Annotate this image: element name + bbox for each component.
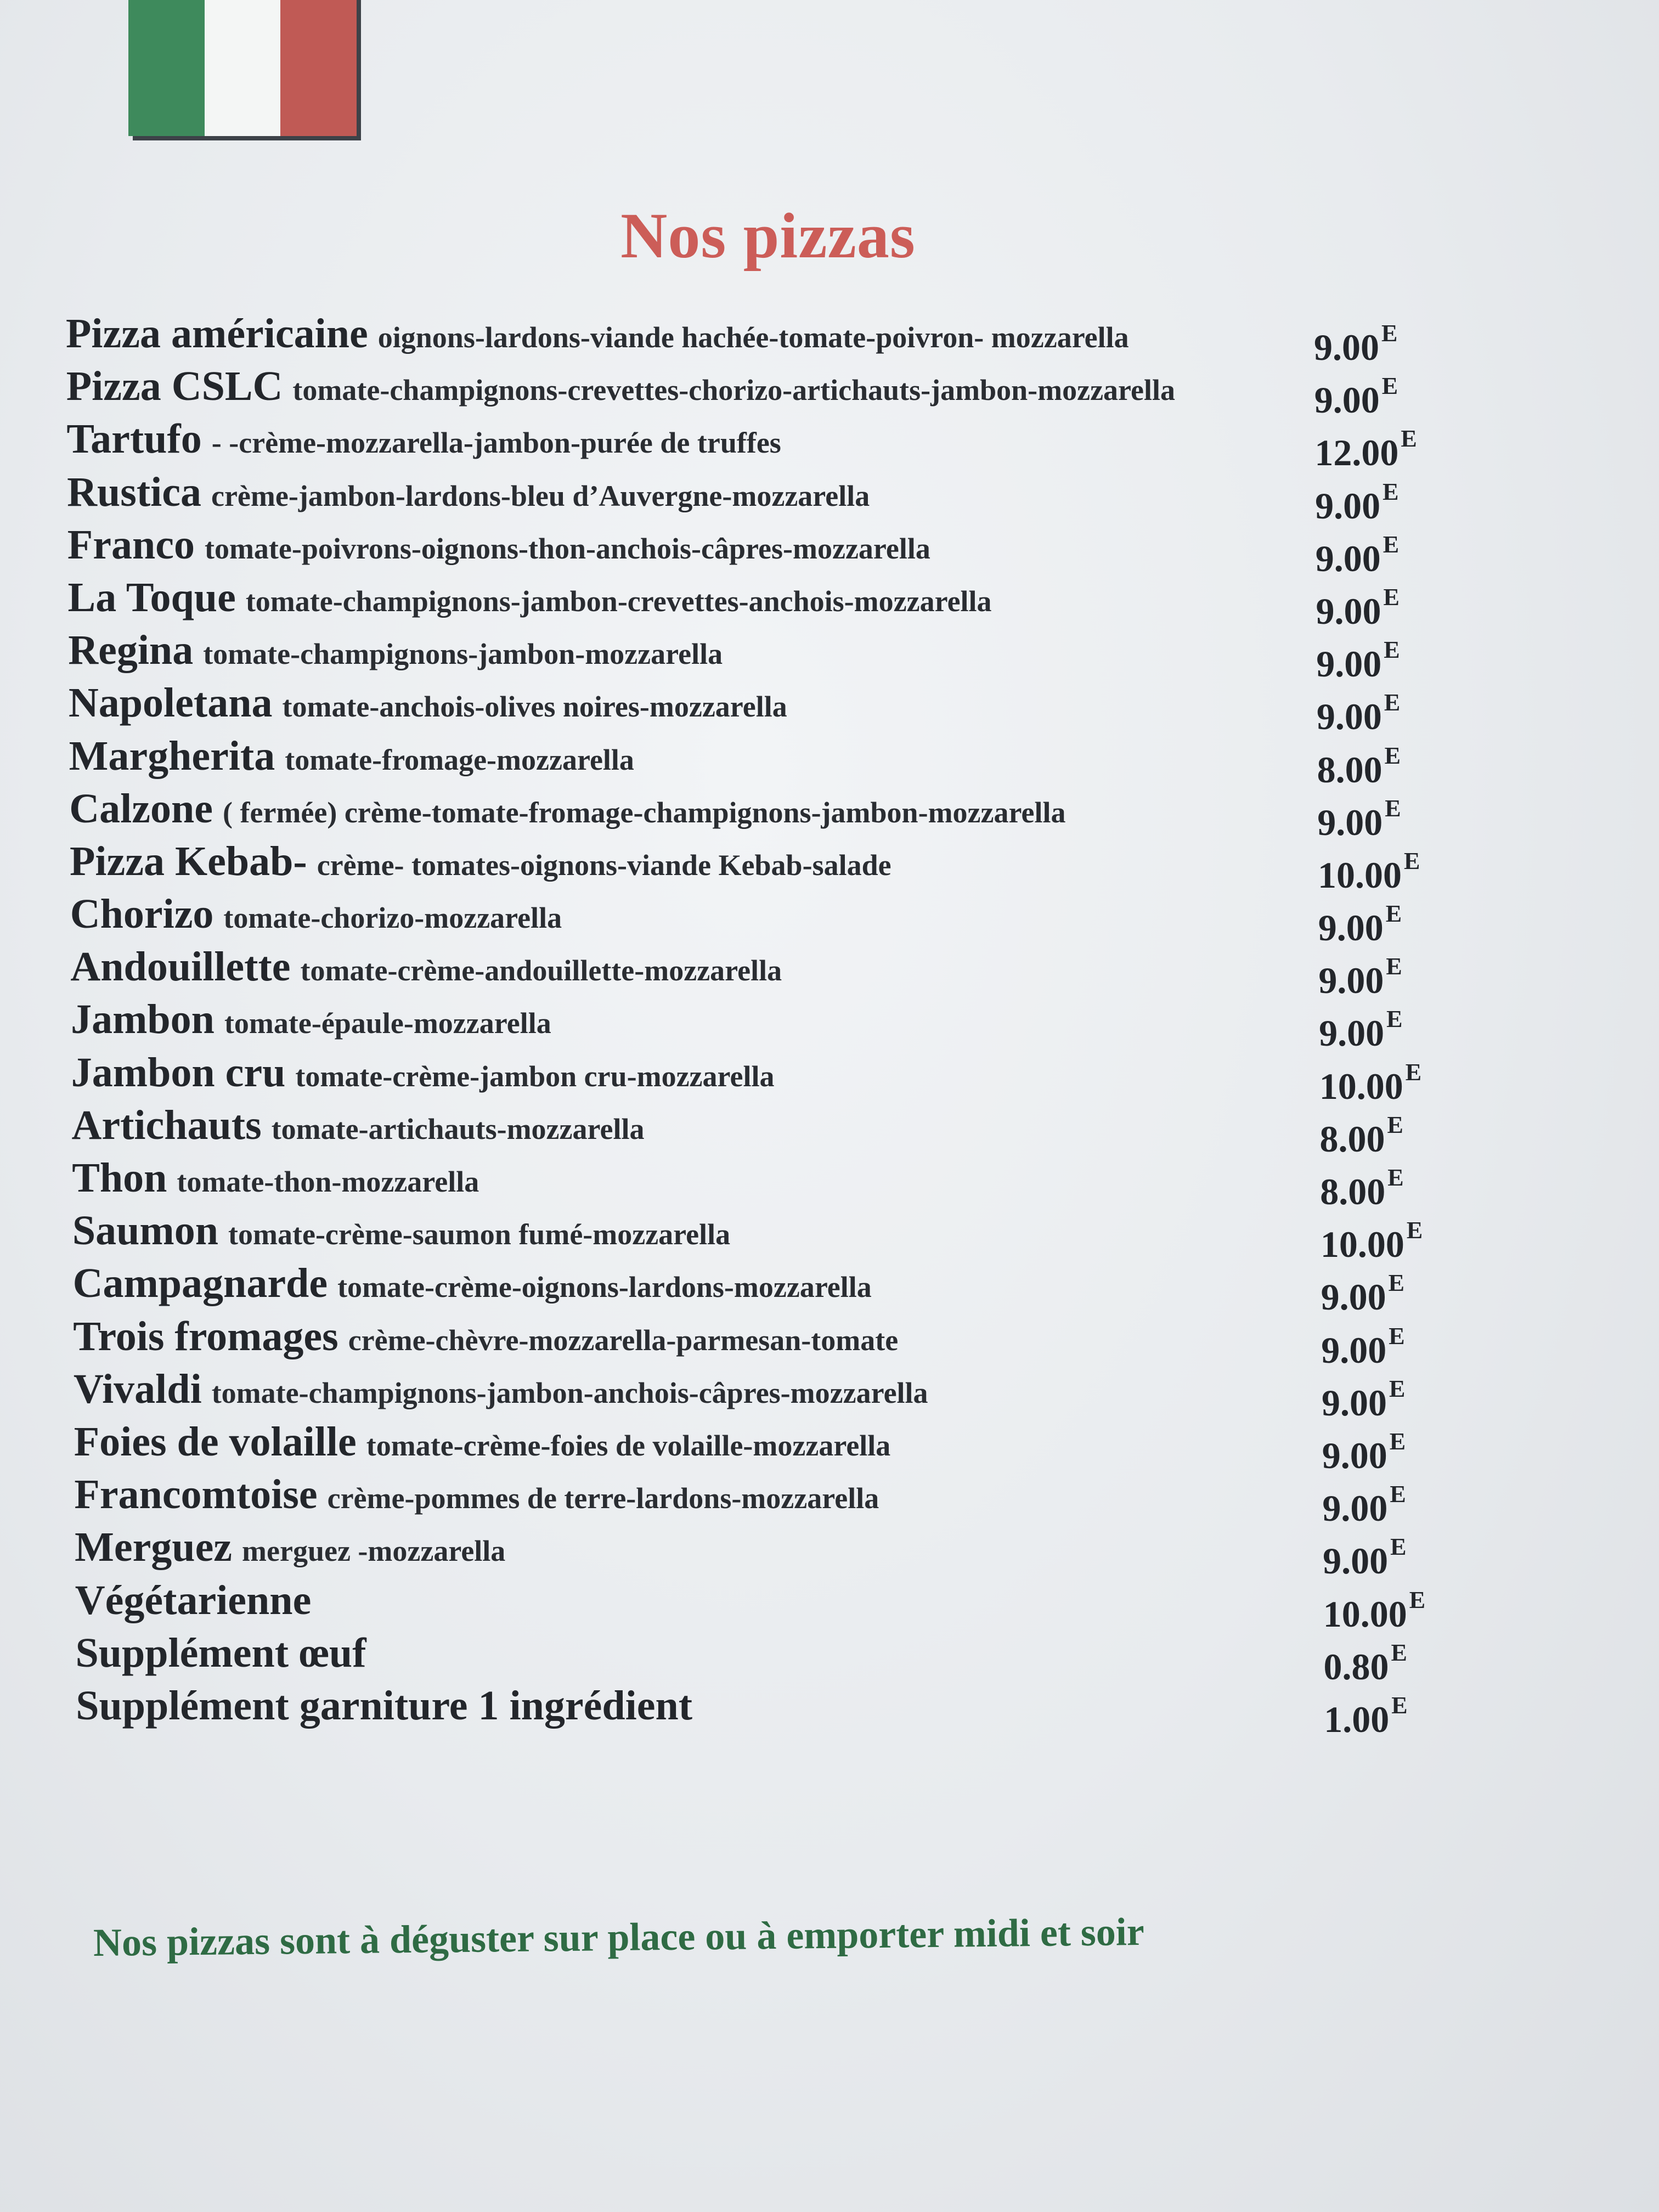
price-currency: E <box>1387 1164 1404 1191</box>
price-currency: E <box>1388 1269 1404 1297</box>
pizza-ingredients: crème-jambon-lardons-bleu d’Auvergne-mozzarella <box>211 479 870 512</box>
price-amount: 9.00 <box>1319 1012 1385 1054</box>
menu-item <box>67 571 1472 632</box>
pizza-ingredients: tomate-crème-foies de volaille-mozzarella <box>366 1429 891 1462</box>
pizza-ingredients: tomate-champignons-jambon-anchois-câpres-mozzarella <box>211 1376 928 1409</box>
pizza-ingredients: tomate-thon-mozzarella <box>177 1165 479 1198</box>
price-currency: E <box>1390 1533 1407 1561</box>
price-currency: E <box>1383 531 1400 558</box>
pizza-ingredients: tomate-crème-saumon fumé-mozzarella <box>228 1218 731 1251</box>
price-currency: E <box>1385 900 1402 928</box>
pizza-name: Andouillette <box>70 944 291 990</box>
price-amount: 9.00 <box>1316 643 1382 685</box>
pizza-name: La Toque <box>67 574 236 620</box>
pizza-ingredients: merguez -mozzarella <box>242 1534 506 1568</box>
menu-item <box>71 1099 1476 1160</box>
price-amount: 9.00 <box>1322 1381 1387 1424</box>
menu-item <box>74 1415 1479 1476</box>
menu-item <box>68 624 1472 685</box>
pizza-name: Tartufo <box>66 416 202 462</box>
pizza-ingredients: crème-chèvre-mozzarella-parmesan-tomate <box>348 1323 899 1357</box>
pizza-ingredients: tomate-chorizo-mozzarella <box>223 901 562 935</box>
price-amount: 1.00 <box>1324 1698 1390 1740</box>
price-currency: E <box>1404 847 1420 874</box>
price-amount: 9.00 <box>1315 484 1381 527</box>
price-amount: 0.80 <box>1323 1645 1389 1688</box>
pizza-ingredients: tomate-artichauts-mozzarella <box>271 1112 645 1146</box>
price-amount: 8.00 <box>1320 1171 1386 1212</box>
menu-item <box>69 782 1474 843</box>
price-amount: 9.00 <box>1321 1276 1386 1318</box>
price-amount: 12.00 <box>1314 432 1399 474</box>
pizza-ingredients: tomate-champignons-jambon-crevettes-anchois-mozzarella <box>245 584 992 618</box>
pizza-name: Pizza américaine <box>66 311 368 357</box>
pizza-name: Calzone <box>69 785 213 832</box>
pizza-name: Francomtoise <box>74 1471 318 1518</box>
pizza-name: Napoletana <box>68 680 273 726</box>
pizza-name: Pizza Kebab- <box>70 838 307 884</box>
pizza-name: Merguez <box>75 1524 233 1571</box>
pizza-name: Supplément garniture 1 ingrédient <box>76 1682 693 1729</box>
price-currency: E <box>1383 478 1399 505</box>
price-amount: 9.00 <box>1323 1540 1389 1582</box>
pizza-price <box>1324 1679 1407 1746</box>
pizza-ingredients: tomate-champignons-jambon-mozzarella <box>203 637 723 671</box>
pizza-name: Trois fromages <box>73 1313 338 1359</box>
pizza-ingredients: crème- tomates-oignons-viande Kebab-salade <box>317 848 891 882</box>
price-currency: E <box>1389 1375 1406 1402</box>
price-amount: 9.00 <box>1315 537 1381 579</box>
pizza-name: Foies de volaille <box>74 1418 357 1465</box>
price-currency: E <box>1391 1639 1407 1666</box>
menu-item <box>70 940 1475 1002</box>
pizza-name: Margherita <box>69 732 275 779</box>
price-amount: 10.00 <box>1320 1223 1404 1266</box>
menu-item <box>74 1363 1478 1424</box>
pizza-name: Pizza CSLC <box>66 363 283 410</box>
pizza-name: Jambon cru <box>71 1049 286 1096</box>
price-amount: 8.00 <box>1317 748 1383 791</box>
menu-item <box>75 1627 1480 1688</box>
price-amount: 10.00 <box>1318 854 1402 896</box>
page-title: Nos pizzas <box>620 200 916 272</box>
menu-item <box>73 1310 1477 1371</box>
pizza-ingredients: tomate-fromage-mozzarella <box>285 743 634 776</box>
price-amount: 10.00 <box>1323 1593 1407 1635</box>
menu-item <box>69 730 1474 791</box>
menu-item <box>67 466 1471 527</box>
pizza-ingredients: tomate-épaule-mozzarella <box>224 1007 551 1040</box>
price-amount: 9.00 <box>1314 326 1379 368</box>
price-currency: E <box>1381 320 1398 347</box>
price-amount: 9.00 <box>1321 1329 1387 1371</box>
price-currency: E <box>1384 742 1401 769</box>
price-currency: E <box>1389 1322 1405 1350</box>
pizza-name: Rustica <box>67 469 201 515</box>
menu-item <box>75 1521 1479 1582</box>
price-amount: 9.00 <box>1316 696 1382 738</box>
menu-item <box>71 1046 1476 1107</box>
pizza-ingredients: ( fermée) crème-tomate-fromage-champignons-jambon-mozzarella <box>223 795 1066 829</box>
menu-item <box>71 993 1475 1054</box>
menu-item <box>66 413 1471 474</box>
menu-item <box>68 676 1473 738</box>
pizza-ingredients: tomate-crème-oignons-lardons-mozzarella <box>337 1271 872 1304</box>
pizza-name: Artichauts <box>71 1102 262 1148</box>
price-amount: 9.00 <box>1318 960 1384 1002</box>
menu-item <box>66 360 1471 421</box>
pizza-ingredients: crème-pommes de terre-lardons-mozzarella <box>327 1482 879 1515</box>
price-currency: E <box>1389 1427 1406 1455</box>
menu-item <box>72 1204 1477 1266</box>
menu-item <box>70 835 1474 896</box>
pizza-ingredients: tomate-crème-andouillette-mozzarella <box>300 954 782 988</box>
pizza-ingredients: tomate-anchois-olives noires-mozzarella <box>282 690 787 724</box>
italian-flag-icon <box>128 0 357 136</box>
menu-item <box>66 307 1470 368</box>
pizza-name: Thon <box>72 1155 167 1201</box>
pizza-name: Végétarienne <box>75 1577 312 1623</box>
pizza-name: Franco <box>67 521 195 568</box>
price-currency: E <box>1405 1058 1422 1086</box>
menu-item <box>74 1468 1479 1530</box>
price-amount: 10.00 <box>1319 1065 1403 1107</box>
price-amount: 9.00 <box>1322 1434 1387 1476</box>
price-currency: E <box>1381 373 1398 400</box>
flag-red-stripe <box>280 0 357 136</box>
price-amount: 9.00 <box>1322 1487 1388 1530</box>
pizza-name: Regina <box>68 627 194 674</box>
menu-item <box>72 1257 1477 1318</box>
price-currency: E <box>1401 425 1417 453</box>
price-currency: E <box>1386 953 1402 980</box>
pizza-ingredients: tomate-champignons-crevettes-chorizo-artichauts-jambon-mozzarella <box>292 374 1176 407</box>
menu-item <box>76 1679 1480 1740</box>
pizza-name: Supplément œuf <box>75 1629 366 1676</box>
pizza-name: Saumon <box>72 1207 219 1254</box>
price-currency: E <box>1409 1586 1426 1613</box>
price-currency: E <box>1386 1006 1403 1033</box>
pizza-ingredients: tomate-crème-jambon cru-mozzarella <box>295 1059 775 1093</box>
menu-item <box>70 888 1475 949</box>
price-amount: 9.00 <box>1314 379 1380 421</box>
price-currency: E <box>1387 1111 1403 1138</box>
flag-white-stripe <box>205 0 281 136</box>
price-amount: 9.00 <box>1316 590 1381 632</box>
price-amount: 9.00 <box>1318 907 1384 949</box>
price-amount: 8.00 <box>1319 1118 1385 1160</box>
footer-note: Nos pizzas sont à déguster sur place ou à emporter midi et soir <box>93 1909 1145 1965</box>
pizza-ingredients: tomate-poivrons-oignons-thon-anchois-câpres-mozzarella <box>204 532 930 565</box>
menu-item <box>67 518 1472 579</box>
menu-item <box>75 1574 1480 1635</box>
price-currency: E <box>1385 794 1401 822</box>
pizza-name: Vivaldi <box>74 1365 202 1412</box>
price-currency: E <box>1391 1691 1408 1719</box>
price-amount: 9.00 <box>1317 801 1383 843</box>
price-currency: E <box>1406 1217 1423 1244</box>
price-currency: E <box>1384 636 1400 664</box>
pizza-name: Jambon <box>71 996 215 1043</box>
menu-item <box>72 1152 1476 1212</box>
pizza-name: Campagnarde <box>72 1260 328 1307</box>
price-currency: E <box>1384 689 1401 716</box>
pizza-menu-list <box>66 307 1470 1740</box>
flag-green-stripe <box>128 0 205 136</box>
price-currency: E <box>1390 1481 1406 1508</box>
pizza-name: Chorizo <box>70 891 214 938</box>
price-currency: E <box>1383 583 1400 611</box>
pizza-ingredients: - -crème-mozzarella-jambon-purée de truffes <box>211 426 781 460</box>
pizza-ingredients: oignons-lardons-viande hachée-tomate-poivron- mozzarella <box>377 321 1129 354</box>
